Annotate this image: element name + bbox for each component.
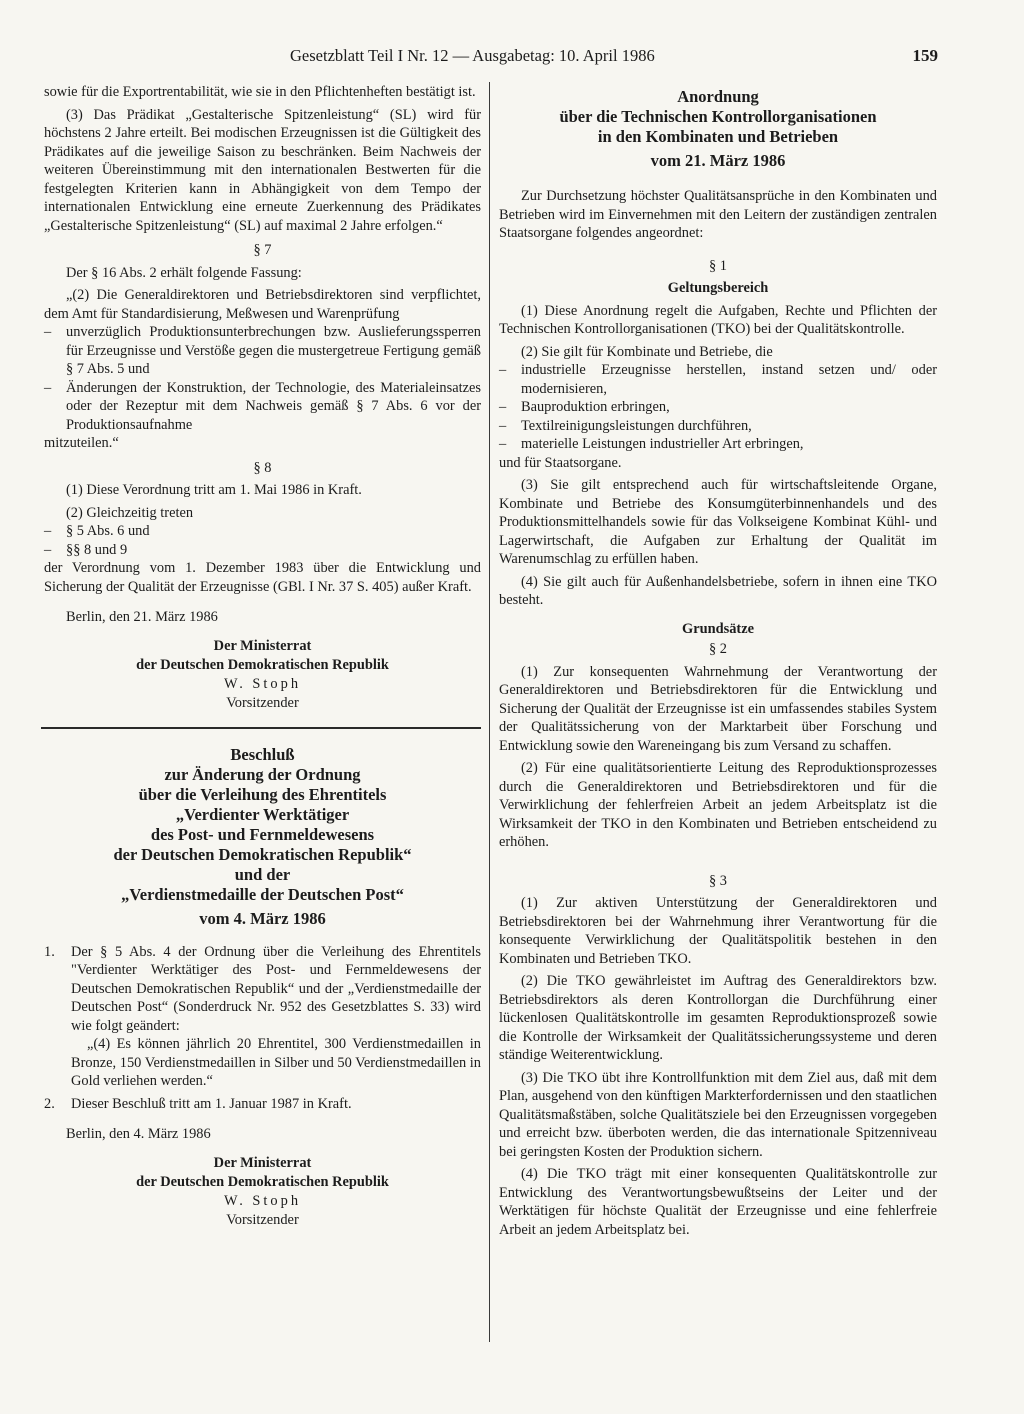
signature-block (44, 1154, 481, 1230)
list-item: – unverzüglich Produktionsunterbrechungen bzw. Auslieferungssperren für Erzeugnisse und Verstöße gegen die mustergetreue Fertigung gemäß § 7 Abs. 5 und (44, 324, 481, 377)
list-item-text: § 5 Abs. 6 und (66, 523, 150, 539)
signature-role: Vorsitzender (226, 1211, 299, 1228)
paragraph: sowie für die Exportrentabilität, wie sie in den Pflichtenheften bestätigt ist. (44, 84, 476, 100)
title-line: Beschluß (230, 744, 295, 764)
list-item: – materielle Leistungen industrieller Art erbringen, (499, 435, 937, 454)
item-text: Der § 5 Abs. 4 der Ordnung über die Verleihung des Ehrentitels "Verdienter Werktätiger des Post- und Fernmeldewesens der Deutschen Demokratischen Republik“ und der „Verdienstmedaille der Deutschen Post“ (Sonderdruck Nr. 952 des Gesetzblattes S. 33) wird wie folgt geändert: (71, 943, 481, 1034)
list-item: – industrielle Erzeugnisse herstellen, instand setzen und/ oder modernisieren, (499, 362, 937, 397)
paragraph: (1) Zur aktiven Unterstützung der Generaldirektoren und Betriebsdirektoren bei der Wahrnehmung ihrer Verantwortung für die konsequente Verwirklichung der Qualitätspolitik bestehen in den Kombinaten und Betrieben TKO. (499, 895, 937, 967)
date-line: Berlin, den 21. März 1986 (66, 609, 218, 625)
page-header (0, 46, 1024, 72)
list-item-text: §§ 8 und 9 (66, 541, 128, 558)
paragraph: Zur Durchsetzung höchster Qualitätsansprüche in den Kombinaten und Betrieben wird im Einvernehmen mit den Leitern der zuständigen zentralen Staatsorgane folgendes angeordnet: (499, 188, 937, 241)
item-text: Dieser Beschluß tritt am 1. Januar 1987 in Kraft. (71, 1095, 352, 1112)
paragraph: (3) Das Prädikat „Gestalterische Spitzenleistung“ (SL) wird für höchstens 2 Jahre erteilt. Bei modischen Erzeugnissen ist die Gültigkeit des Prädikates auf die jeweilige Saison zu beschränken. Beim Nachweis der weiteren Übereinstimmung mit den internationalen Bestwerten für die festgelegten Kriterien kann in Abhängigkeit von dem Tempo der internationalen Entwicklung eine erneute Zuerkennung des Prädikates „Gestalterische Spitzenleistung“ (SL) auf maximal 2 Jahre erfolgen.“ (44, 106, 481, 234)
title-line: Anordnung (677, 87, 759, 106)
signature-org: Der Ministerrat (213, 637, 312, 654)
paragraph: (4) Sie gilt auch für Außenhandelsbetriebe, sofern in ihnen eine TKO besteht. (499, 573, 937, 608)
paragraph: und für Staatsorgane. (499, 454, 622, 471)
numbered-item (44, 1095, 481, 1114)
numbered-item (44, 943, 481, 1036)
paragraph: (2) Sie gilt für Kombinate und Betriebe, die (521, 343, 773, 360)
list-item-text: Textilreinigungsleistungen durchführen, (521, 417, 752, 434)
section-heading: § 3 (709, 872, 727, 889)
signature-org: der Deutschen Demokratischen Republik (136, 1173, 389, 1190)
header-title: Gesetzblatt Teil I Nr. 12 — Ausgabetag: 10. April 1986 (290, 46, 655, 65)
section-subheading: Geltungsbereich (667, 280, 769, 296)
title-line: des Post- und Fernmeldewesens (150, 824, 375, 844)
section-heading: § 1 (709, 257, 727, 274)
list-item: – Änderungen der Konstruktion, der Technologie, des Materialeinsatzes oder der Rezeptur mit dem Nachweis gemäß § 7 Abs. 6 vor der Produktionsaufnahme (44, 379, 481, 433)
title-line: in den Kombinaten und Betrieben (597, 127, 839, 146)
list-item: – § 5 Abs. 6 und (44, 522, 481, 541)
signature-name: W. Stoph (223, 1192, 302, 1209)
paragraph: (2) Für eine qualitätsorientierte Leitung des Reproduktionsprozesses durch die Generaldirektoren und Betriebsdirektoren und für die Verwirklichung der fehlerfreien Arbeit an jedem Arbeitsplatz ist die Wirksamkeit der TKO in den Kombinaten und Betrieben entscheidend zu erhöhen. (499, 760, 937, 850)
title-line: zur Änderung der Ordnung (164, 764, 361, 784)
title-date: vom 21. März 1986 (650, 151, 786, 170)
paragraph: „(4) Es können jährlich 20 Ehrentitel, 300 Verdienstmedaillen in Bronze, 150 Verdienstmedaillen in Silber und 50 Verdienstmedaillen in Gold verliehen werden.“ (71, 1036, 481, 1089)
signature-block (44, 637, 481, 713)
signature-role: Vorsitzender (226, 694, 299, 711)
paragraph: (1) Diese Verordnung tritt am 1. Mai 1986 in Kraft. (66, 482, 362, 498)
paragraph: mitzuteilen.“ (44, 435, 119, 451)
section-heading: § 7 (253, 242, 272, 258)
paragraph: (2) Die TKO gewährleistet im Auftrag des Generaldirektors bzw. Betriebsdirektors als deren Kontrollorgan die Durchführung einer lückenlosen Qualitätskontrolle im gesamten Reproduktionsprozeß sowie die Kontrolle der Wirksamkeit der Qualitätssicherungssysteme und deren ständige Weiterentwicklung. (499, 973, 937, 1063)
list-item-text: unverzüglich Produktionsunterbrechungen bzw. Auslieferungssperren für Erzeugnisse und Verstöße gegen die mustergetreue Fertigung gemäß § 7 Abs. 5 und (66, 324, 481, 377)
signature-org: der Deutschen Demokratischen Republik (136, 656, 389, 673)
item-number: 2. (44, 1095, 55, 1112)
paragraph: Der § 16 Abs. 2 erhält folgende Fassung: (66, 264, 302, 281)
signature-name: W. Stoph (223, 675, 302, 692)
column-divider (489, 82, 490, 1342)
section-subheading: Grundsätze (682, 620, 754, 637)
divider (41, 727, 481, 729)
paragraph: (1) Zur konsequenten Wahrnehmung der Verantwortung der Generaldirektoren und Betriebsdirektoren für die Entwicklung und Sicherung der Qualität der Erzeugnisse ist ein umfassendes stabiles System der Qualitätssicherung von der Marktarbeit über Forschung und Entwicklung sowie den Wareneingang bis zum Versand zu schaffen. (499, 663, 937, 754)
title-line: über die Technischen Kontrollorganisationen (559, 107, 877, 126)
beschluss-title (44, 745, 481, 929)
paragraph: (2) Gleichzeitig treten (66, 504, 194, 521)
page-number: 159 (912, 46, 938, 65)
right-column (499, 83, 937, 1239)
title-date: vom 4. März 1986 (199, 908, 326, 928)
paragraph: (4) Die TKO trägt mit einer konsequenten Qualitätskontrolle zur Entwicklung des Verantwortungsbewußtseins der Leiter und der Werktätigen für höchste Qualität der Erzeugnisse und eine fehlerfreie Arbeit an jedem Arbeitsplatz bei. (499, 1166, 937, 1238)
item-number: 1. (44, 943, 55, 960)
date-line: Berlin, den 4. März 1986 (66, 1126, 211, 1142)
list-item-text: industrielle Erzeugnisse herstellen, instand setzen und/ oder modernisieren, (521, 362, 937, 397)
list-item-text: materielle Leistungen industrieller Art erbringen, (521, 436, 804, 452)
section-heading: § 8 (253, 459, 272, 476)
paragraph: „(2) Die Generaldirektoren und Betriebsdirektoren sind verpflichtet, dem Amt für Standardisierung, Meßwesen und Warenprüfung (44, 287, 481, 322)
list-item-text: Änderungen der Konstruktion, der Technologie, des Materialeinsatzes oder der Rezeptur mit dem Nachweis gemäß § 7 Abs. 6 vor der Produktionsaufnahme (66, 379, 481, 433)
title-line: über die Verleihung des Ehrentitels (138, 784, 387, 804)
anordnung-title (499, 87, 937, 171)
list-item: – Bauproduktion erbringen, (499, 398, 937, 417)
left-column (44, 83, 481, 1230)
paragraph: der Verordnung vom 1. Dezember 1983 über die Entwicklung und Sicherung der Qualität der Erzeugnisse (GBl. I Nr. 37 S. 405) außer Kraft. (44, 560, 481, 595)
list-item: – Textilreinigungsleistungen durchführen, (499, 417, 937, 436)
paragraph: (1) Diese Anordnung regelt die Aufgaben, Rechte und Pflichten der Technischen Kontrollorganisationen (TKO) bei der Qualitätskontrolle. (499, 302, 937, 337)
title-line: „Verdienstmedaille der Deutschen Post“ (121, 884, 404, 904)
list-item-text: Bauproduktion erbringen, (521, 399, 670, 415)
list-item: – §§ 8 und 9 (44, 541, 481, 560)
paragraph: (3) Die TKO übt ihre Kontrollfunktion mit dem Ziel aus, daß mit dem Plan, ausgehend von den künftigen Markterfordernissen und den staatlichen Qualitätsmaßstäben, solche Qualitätsziele bei den Erzeugnissen vorgegeben und erreicht bzw. überboten werden, die das internationale Spitzenniveau bei geringsten Kosten der Produktion sichern. (499, 1069, 937, 1160)
title-line: „Verdienter Werktätiger (175, 804, 350, 824)
title-line: der Deutschen Demokratischen Republik“ (113, 844, 412, 864)
section-heading: § 2 (709, 641, 727, 657)
paragraph: (3) Sie gilt entsprechend auch für wirtschaftsleitende Organe, Kombinate und Betriebe des Konsumgüterbinnenhandels und des Produktionsmittelhandels sowie für das Volkseigene Kombinat Kühl- und Lagerwirtschaft, die Aufgaben zur Erhaltung der Qualität im Warenumschlag zu erfüllen haben. (499, 477, 937, 567)
title-line: und der (234, 864, 291, 884)
signature-org: Der Ministerrat (213, 1154, 312, 1171)
